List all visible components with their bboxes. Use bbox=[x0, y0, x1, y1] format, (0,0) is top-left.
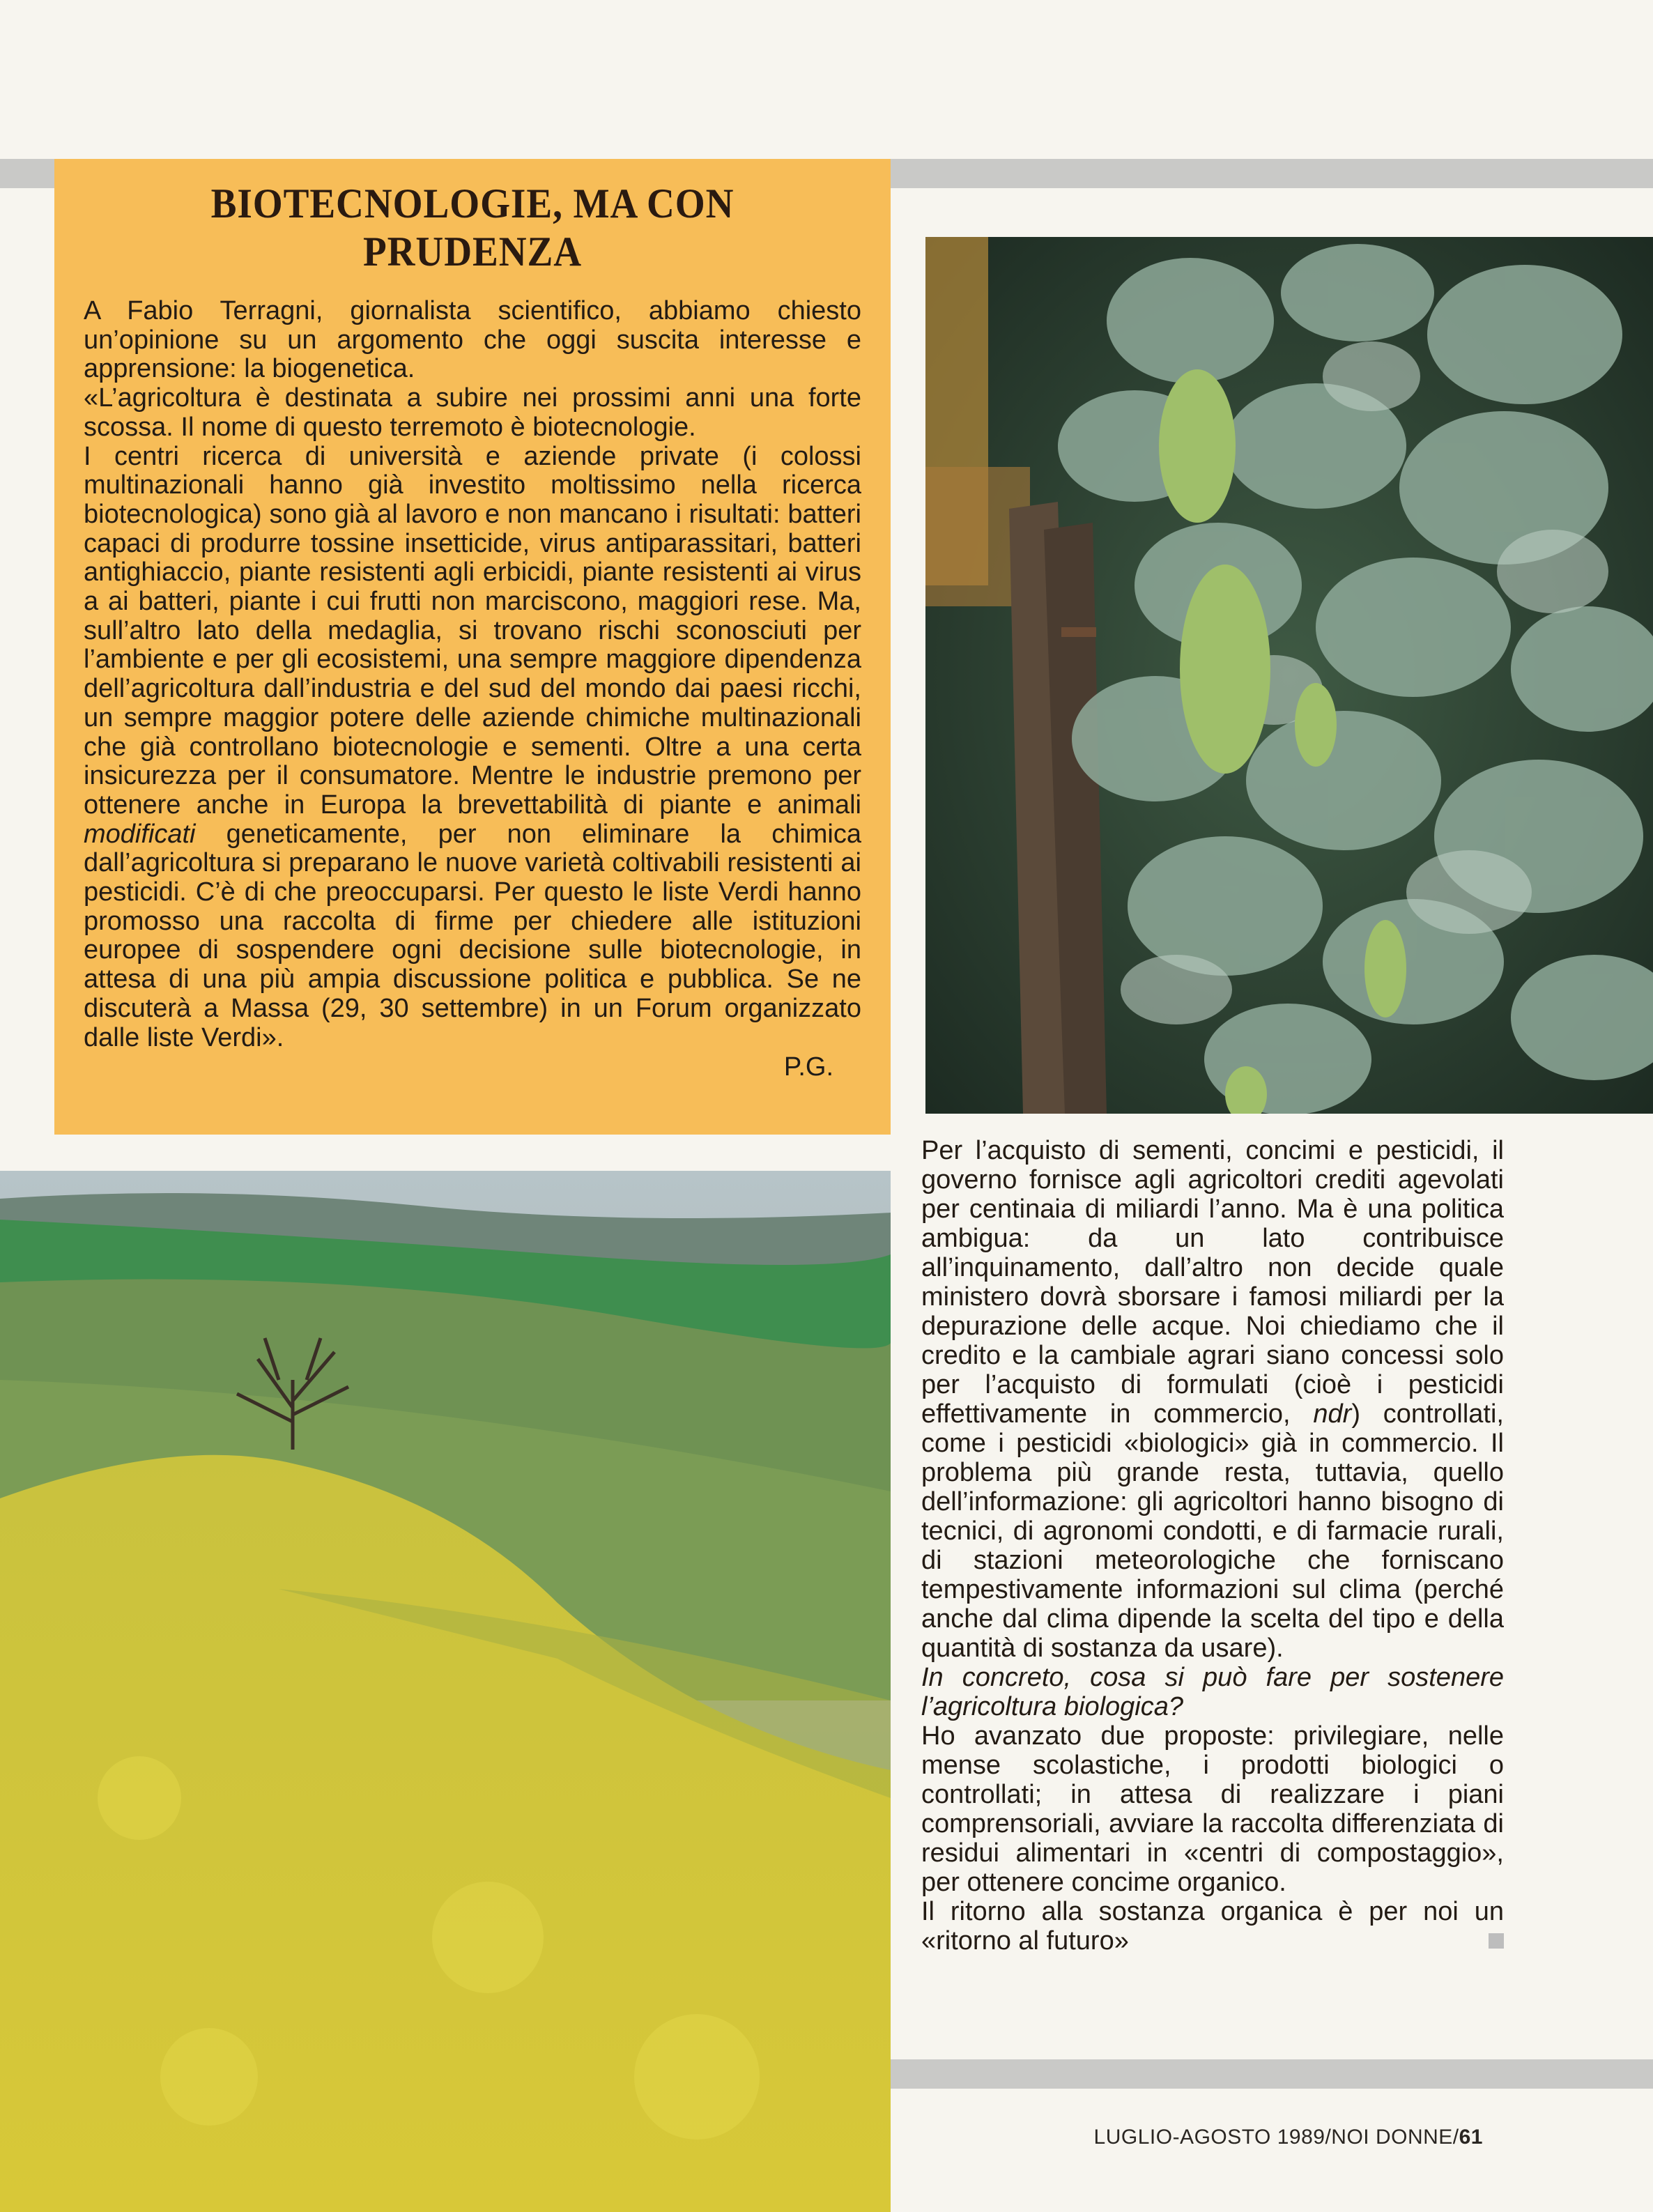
sidebar-title: BIOTECNOLOGIE, MA CON PRUDENZA bbox=[210, 181, 735, 275]
sidebar-body: A Fabio Terragni, giornalista scientifico, abbiamo chiesto un’opinione su un argomento che oggi suscita interesse e apprensione: la biogenetica. «L’agricoltura è destinata a subire nei prossimi anni una forte scossa. Il nome di questo terremoto è biotecnologie. I centri ricerca di università e aziende private (i colossi multinazionali hanno già investito moltissimo nella ricerca biotecnologica) sono già al lavoro e non mancano i risultati: batteri capaci di produrre tossine insetticide, virus antiparassitari, batteri antighiaccio, piante resistenti agli erbicidi, piante resistenti ai virus a ai batteri, piante i cui frutti non marciscono, maggiori rese. Ma, sull’altro lato della medaglia, si trovano rischi sconosciuti per l’ambiente e per gli ecosistemi, una sempre maggiore dipendenza dell’agricoltura dall’industria e del sud del mondo dai paesi ricchi, un sempre maggior potere delle aziende chimiche multinazionali che già controllano biotecnologie e sementi. Oltre a una certa insicurezza per il consumatore. Mentre le industrie premono per ottenere anche in Europa la brevettabilità di piante e animali modificati geneticamente, per non eliminare la chimica dall’agricoltura si preparano le nuove varietà coltivabili resistenti ai pesticidi. C’è di che preoccuparsi. Per questo le liste Verdi hanno promosso una raccolta di firme per chiedere alle istituzioni europee di sospendere ogni decisione sulle biotecnologie, in attesa di una più ampia discussione politica e pubblica. Se ne discuterà a Massa (29, 30 settembre) in un Forum organizzato dalle liste Verdi». bbox=[84, 296, 861, 1052]
page-footer bbox=[1094, 2126, 1483, 2149]
article-column bbox=[921, 1136, 1504, 1956]
article-paragraph-2: Ho avanzato due proposte: privilegiare, nelle mense scolastiche, i prodotti biologici o controllati; in attesa di realizzare i piani comprensoriali, avviare la raccolta differenziata di residui alimentari in «centri di compostaggio», per ottenere concime organico. bbox=[921, 1721, 1504, 1897]
article-question: In concreto, cosa si può fare per sostenere l’agricoltura biologica? bbox=[921, 1663, 1504, 1721]
sidebar-box bbox=[54, 159, 891, 1135]
landscape-photo bbox=[0, 1171, 891, 2212]
vineyard-photo bbox=[925, 237, 1653, 1114]
top-gray-band-right bbox=[891, 159, 1653, 188]
sidebar-signature: P.G. bbox=[783, 1052, 833, 1082]
end-of-article-mark bbox=[1489, 1933, 1504, 1949]
top-gray-band bbox=[0, 159, 54, 188]
page-number: 61 bbox=[1459, 2126, 1483, 2149]
article-paragraph-1: Per l’acquisto di sementi, concimi e pesticidi, il governo fornisce agli agricoltori crediti agevolati per centinaia di miliardi l’anno. Ma è una politica ambigua: da un lato contribuisce all’inquinamento, dall’altro non decide quale ministero dovrà sborsare i famosi miliardi per la depurazione delle acque. Noi chiediamo che il credito e la cambiale agrari siano concessi solo per l’acquisto di formulati (cioè i pesticidi effettivamente in commercio, ndr) controllati, come i pesticidi «biologici» già in commercio. Il problema più grande resta, tuttavia, quello dell’informazione: gli agricoltori hanno bisogno di tecnici, di agronomi condotti, e di farmacie rurali, di stazioni meteorologiche che forniscano tempestivamente informazioni sul clima (perché anche dal clima dipende la scelta del tipo e della quantità di sostanza da usare). bbox=[921, 1136, 1504, 1663]
footer-issue: LUGLIO-AGOSTO 1989/NOI DONNE/ bbox=[1093, 2126, 1459, 2149]
article-paragraph-3-text: Il ritorno alla sostanza organica è per noi un «ritorno al futuro» bbox=[921, 1897, 1504, 1956]
article-paragraph-3 bbox=[921, 1897, 1504, 1956]
bottom-gray-band bbox=[891, 2059, 1653, 2089]
